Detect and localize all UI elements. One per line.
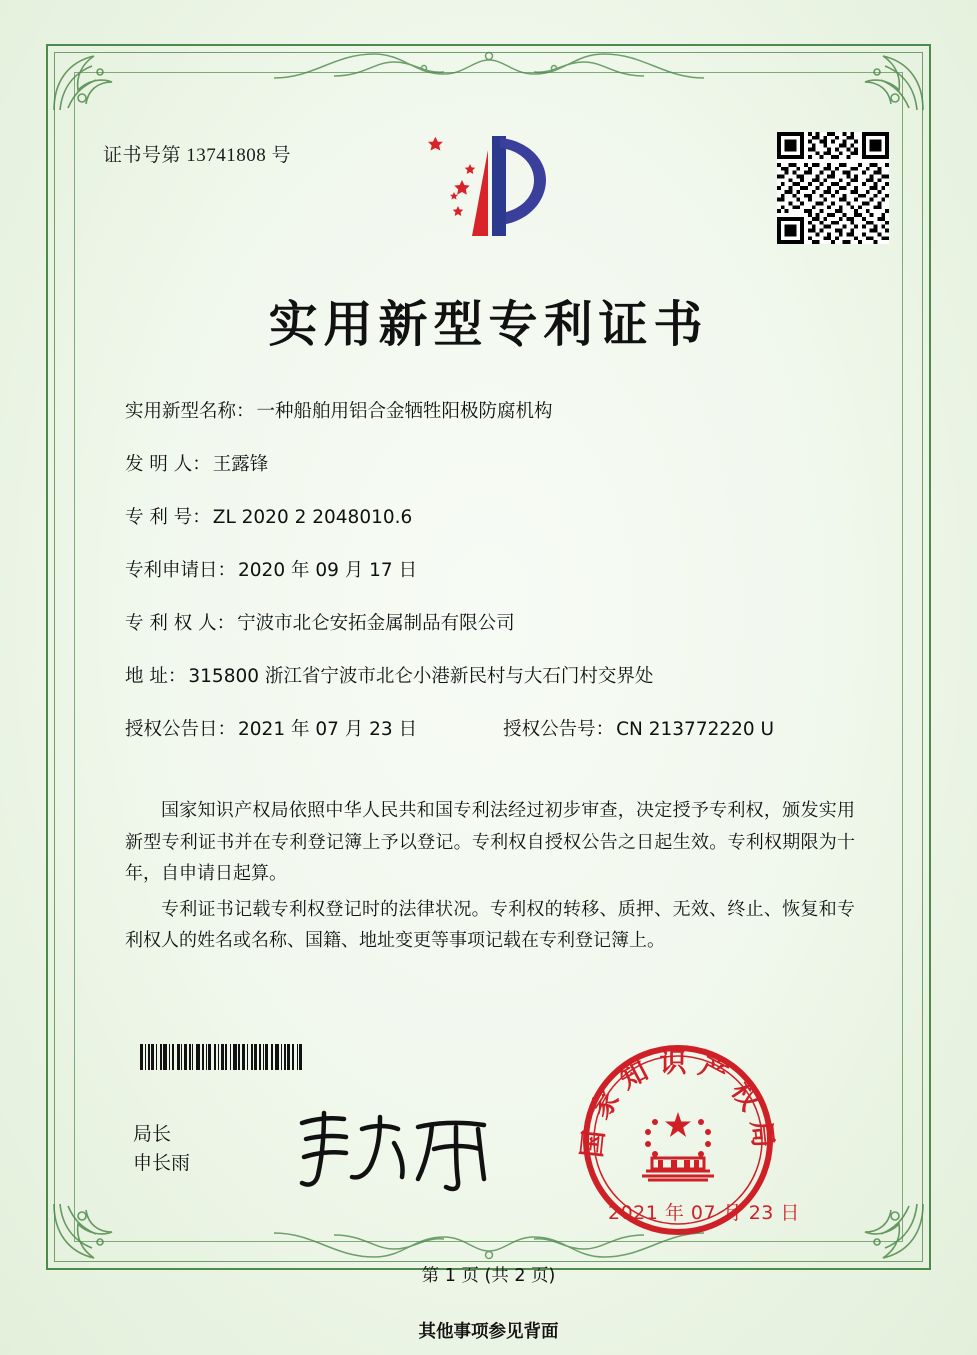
field-row <box>125 400 855 424</box>
corner-flourish-icon <box>833 46 929 116</box>
field-row <box>125 665 855 689</box>
field-row-dual <box>125 718 855 742</box>
director-name: 申长雨 <box>133 1152 191 1175</box>
corner-flourish-icon <box>833 1198 929 1268</box>
svg-text:国家知识产权局: 国家知识产权局 <box>578 1048 778 1160</box>
top-ornament-icon <box>274 44 704 90</box>
certificate-number: 证书号第 13741808 号 <box>103 145 292 166</box>
page-number: 第 1 页 (共 2 页) <box>421 1266 556 1286</box>
cnipa-logo-icon <box>414 128 564 243</box>
field-value: 2020 年 09 月 17 日 <box>238 560 418 582</box>
footer-note: 其他事项参见背面 <box>418 1322 559 1342</box>
field-value-grant-number: CN 213772220 U <box>616 719 775 741</box>
paragraph-1: 国家知识产权局依照中华人民共和国专利法经过初步审查，决定授予专利权，颁发实用新型专利证书并在专利登记簿上予以登记。专利权自授权公告之日起生效。专利权期限为十年，自申请日起算。 <box>125 800 855 884</box>
field-label: 发 明 人： <box>125 454 211 476</box>
barcode <box>140 1044 390 1070</box>
seal-date: 2021 年 07 月 23 日 <box>608 1202 800 1224</box>
field-row <box>125 612 855 636</box>
field-label: 专利申请日： <box>125 560 237 582</box>
field-label-grant-number: 授权公告号： <box>503 719 615 741</box>
field-row <box>125 506 855 530</box>
field-label: 专 利 权 人： <box>125 613 236 635</box>
field-row <box>125 453 855 477</box>
paragraph-2: 专利证书记载专利权登记时的法律状况。专利权的转移、质押、无效、终止、恢复和专利权人的姓名或名称、国籍、地址变更等事项记载在专利登记簿上。 <box>125 898 855 951</box>
corner-flourish-icon <box>48 1198 144 1268</box>
director-title-label: 局长 <box>133 1123 172 1145</box>
field-value-grant-date: 2021 年 07 月 23 日 <box>238 719 418 741</box>
field-value: 315800 浙江省宁波市北仑小港新民村与大石门村交界处 <box>188 666 654 688</box>
qr-code-icon <box>777 132 889 244</box>
legal-text <box>125 795 855 961</box>
corner-flourish-icon <box>48 46 144 116</box>
field-value: 王露锋 <box>212 454 269 476</box>
director-signature-block <box>133 1120 190 1179</box>
field-row <box>125 559 855 583</box>
field-value: 一种船舶用铝合金牺牲阳极防腐机构 <box>256 401 553 422</box>
handwritten-signature-icon <box>288 1105 518 1195</box>
field-label-grant-date: 授权公告日： <box>125 719 237 741</box>
field-list <box>125 400 855 771</box>
field-label: 实用新型名称： <box>125 401 255 422</box>
field-label: 专 利 号： <box>125 507 211 529</box>
page-title: 实用新型专利证书 <box>268 296 709 353</box>
field-value: ZL 2020 2 2048010.6 <box>212 507 413 529</box>
field-value: 宁波市北仑安拓金属制品有限公司 <box>237 613 515 635</box>
field-label: 地 址： <box>125 666 187 688</box>
